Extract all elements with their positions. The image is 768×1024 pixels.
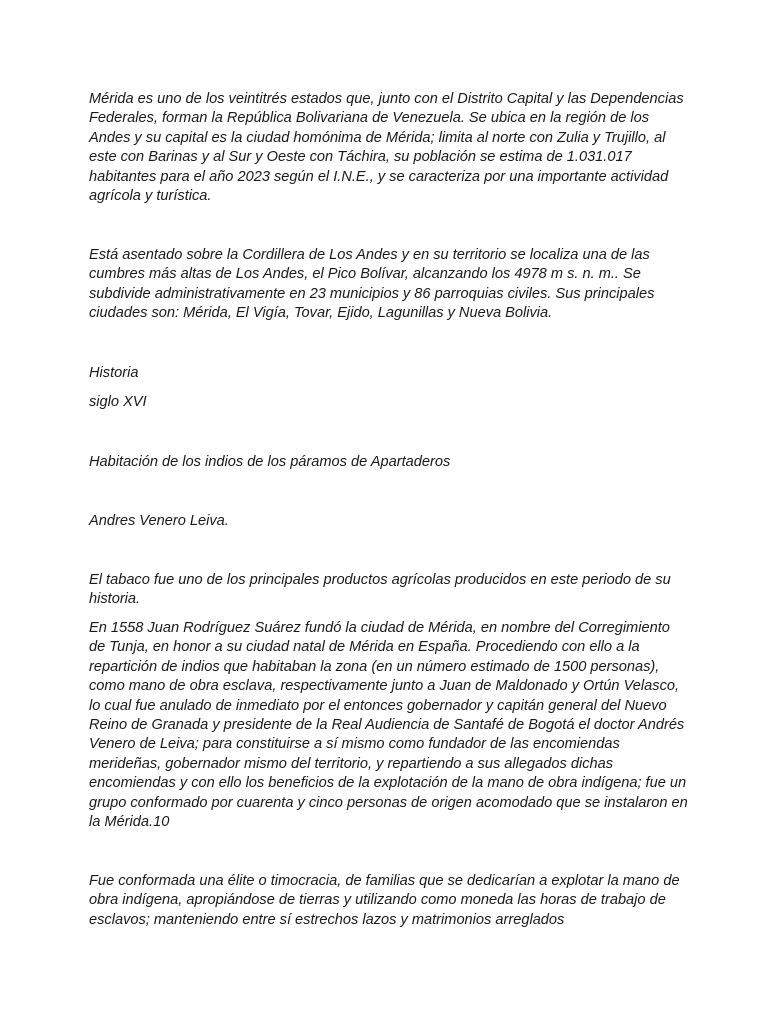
caption-venero-leiva: Andres Venero Leiva. bbox=[89, 513, 229, 529]
paragraph-fundacion: En 1558 Juan Rodríguez Suárez fundó la ciudad de Mérida, en nombre del Corregimiento de Tunja, en honor a su ciudad natal de Mérida en España. Procediendo con ello a la repartición de indios que habitaban la zona (en un número estimado de 1500 personas), como mano de obra esclava, respectivamente junto a Juan de Maldonado y Ortún Velasco, lo cual fue anulado de inmediato por el entonces gobernador y capitán general del Nuevo Reino de Granada y presidente de la Real Audiencia de Santafé de Bogotá el doctor Andrés Venero de Leiva; para constituirse a sí mismo como fundador de las encomiendas merideñas, gobernador mismo del territorio, y repartiendo a sus allegados dichas encomiendas y con ello los beneficios de la explotación de la mano de obra indígena; fue un grupo conformado por cuarenta y cinco personas de origen acomodado que se instalaron en la Mérida.10 bbox=[89, 620, 688, 831]
paragraph-tabaco: El tabaco fue uno de los principales productos agrícolas producidos en este periodo de su historia. bbox=[89, 572, 671, 608]
paragraph-elite: Fue conformada una élite o timocracia, de familias que se dedicarían a explotar la mano de obra indígena, apropiándose de tierras y utilizando como moneda las horas de trabajo de esclavos; manteniendo entre sí estrechos lazos y matrimonios arreglados bbox=[89, 873, 680, 928]
paragraph-intro: Mérida es uno de los veintitrés estados que, junto con el Distrito Capital y las Dependencias Federales, forman la República Bolivariana de Venezuela. Se ubica en la región de los Andes y su capital es la ciudad homónima de Mérida; limita al norte con Zulia y Trujillo, al este con Barinas y al Sur y Oeste con Táchira, su población se estima de 1.031.017 habitantes para el año 2023 según el I.N.E., y se caracteriza por una importante actividad agrícola y turística. bbox=[89, 91, 684, 205]
paragraph-geography: Está asentado sobre la Cordillera de Los Andes y en su territorio se localiza una de las cumbres más altas de Los Andes, el Pico Bolívar, alcanzando los 4978 m s. n. m.. Se subdivide administrativamente en 23 municipios y 86 parroquias civiles. Sus principales ciudades son: Mérida, El Vigía, Tovar, Ejido, Lagunillas y Nueva Bolivia. bbox=[89, 247, 655, 322]
section-heading-historia: Historia bbox=[89, 365, 139, 381]
caption-habitacion: Habitación de los indios de los páramos de Apartaderos bbox=[89, 454, 451, 470]
subheading-siglo-xvi: siglo XVI bbox=[89, 394, 147, 410]
